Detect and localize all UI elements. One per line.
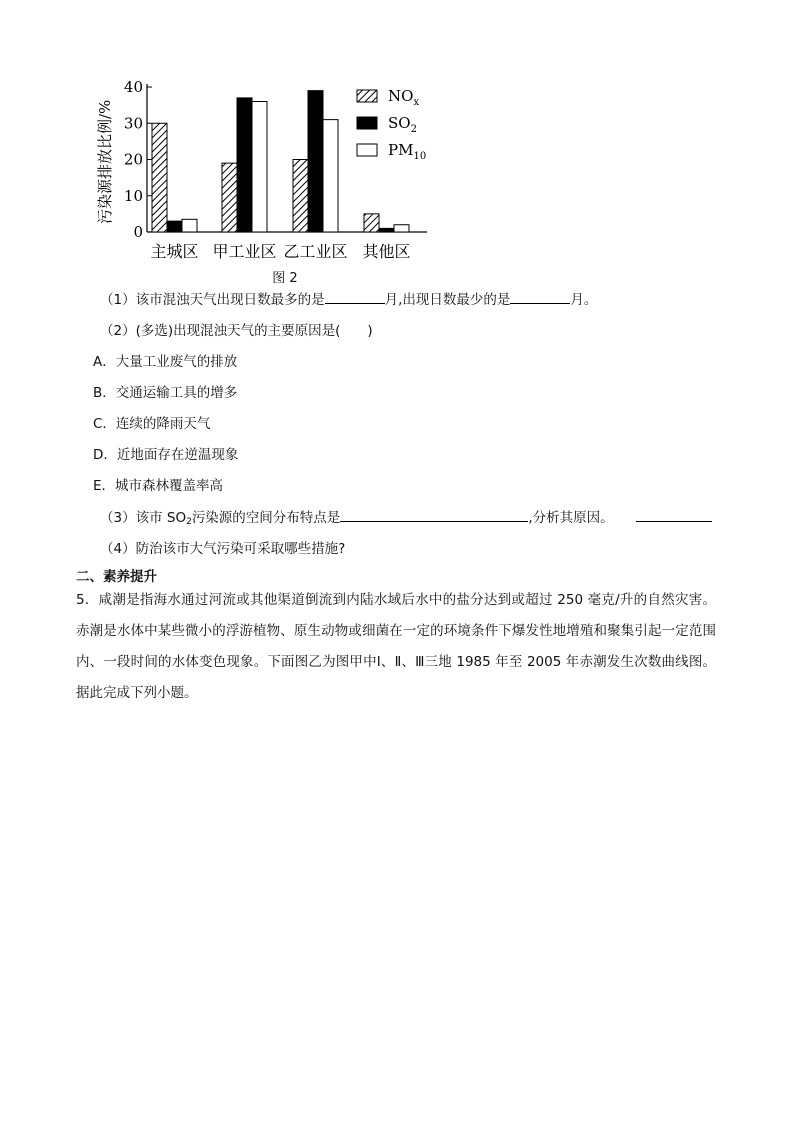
bar-pm10-0 xyxy=(182,219,197,232)
x-tick-label: 甲工业区 xyxy=(212,242,277,261)
y-tick-label: 20 xyxy=(123,150,143,169)
bar-so2-3 xyxy=(379,228,394,232)
option-d: D．近地面存在逆温现象 xyxy=(93,447,239,463)
q1-text-b: 月,出现日数最少的是 xyxy=(384,292,511,308)
q3-blank-distribution[interactable] xyxy=(340,507,528,522)
bar-pm10-1 xyxy=(252,102,267,233)
y-tick-label: 0 xyxy=(133,223,143,241)
bar-nox-2 xyxy=(293,160,308,233)
q3-text-a: （3）该市 SO xyxy=(100,510,187,526)
y-tick-label: 10 xyxy=(123,186,143,205)
option-c: C．连续的降雨天气 xyxy=(93,416,211,432)
question-1 xyxy=(100,289,597,310)
legend-swatch-nox xyxy=(357,90,377,102)
y-axis-label: 污染源排放比例/% xyxy=(96,99,114,224)
bar-so2-1 xyxy=(237,98,252,232)
pollution-bar-chart xyxy=(92,70,437,265)
q1-blank-most[interactable] xyxy=(325,289,385,304)
y-tick-label: 30 xyxy=(123,114,143,133)
bar-pm10-3 xyxy=(394,225,409,232)
q3-blank-reason[interactable] xyxy=(636,507,712,522)
option-a: A．大量工业废气的排放 xyxy=(93,354,238,370)
bar-nox-1 xyxy=(222,163,237,232)
section-title: 二、素养提升 xyxy=(76,569,157,585)
q3-text-c: ,分析其原因。 xyxy=(528,510,614,526)
x-tick-label: 主城区 xyxy=(150,242,199,261)
legend-label-so2: $SO_2$ xyxy=(388,114,417,135)
q1-text-a: （1）该市混浊天气出现日数最多的是 xyxy=(100,292,325,308)
option-b: B．交通运输工具的增多 xyxy=(93,385,238,401)
bar-so2-2 xyxy=(308,91,323,232)
bar-pm10-2 xyxy=(323,120,338,232)
bar-so2-0 xyxy=(167,221,182,232)
q3-text-b: 污染源的空间分布特点是 xyxy=(191,510,341,526)
legend-label-pm10: $PM_{10}$ xyxy=(388,141,427,162)
bar-nox-0 xyxy=(152,123,167,232)
question-3 xyxy=(100,507,712,532)
x-tick-label: 其他区 xyxy=(362,242,411,261)
legend-swatch-pm10 xyxy=(357,144,377,156)
option-e: E．城市森林覆盖率高 xyxy=(93,478,224,494)
question-5-paragraph: 5．咸潮是指海水通过河流或其他渠道倒流到内陆水域后水中的盐分达到或超过 250 毫克/升的自然灾害。赤潮是水体中某些微小的浮游植物、原生动物或细菌在一定的环境条件下爆发性地增殖和聚集引起一定范围内、一段时间的水体变色现象。下面图乙为图甲中Ⅰ、Ⅱ、Ⅲ三地 1985 年至 2005 年赤潮发生次数曲线图。据此完成下列小题。 xyxy=(76,592,716,701)
question-2: （2）(多选)出现混浊天气的主要原因是( ) xyxy=(100,323,373,339)
q1-blank-least[interactable] xyxy=(510,289,570,304)
q1-text-c: 月。 xyxy=(570,292,598,308)
y-tick-label: 40 xyxy=(123,78,143,96)
x-tick-label: 乙工业区 xyxy=(283,242,348,261)
figure-caption: 图 2 xyxy=(272,271,298,286)
legend-label-nox: $NO_x$ xyxy=(388,87,420,108)
legend-swatch-so2 xyxy=(357,117,377,129)
q3-subscript: 2 xyxy=(186,517,192,527)
question-4: （4）防治该市大气污染可采取哪些措施? xyxy=(100,541,346,557)
bar-nox-3 xyxy=(364,214,379,232)
